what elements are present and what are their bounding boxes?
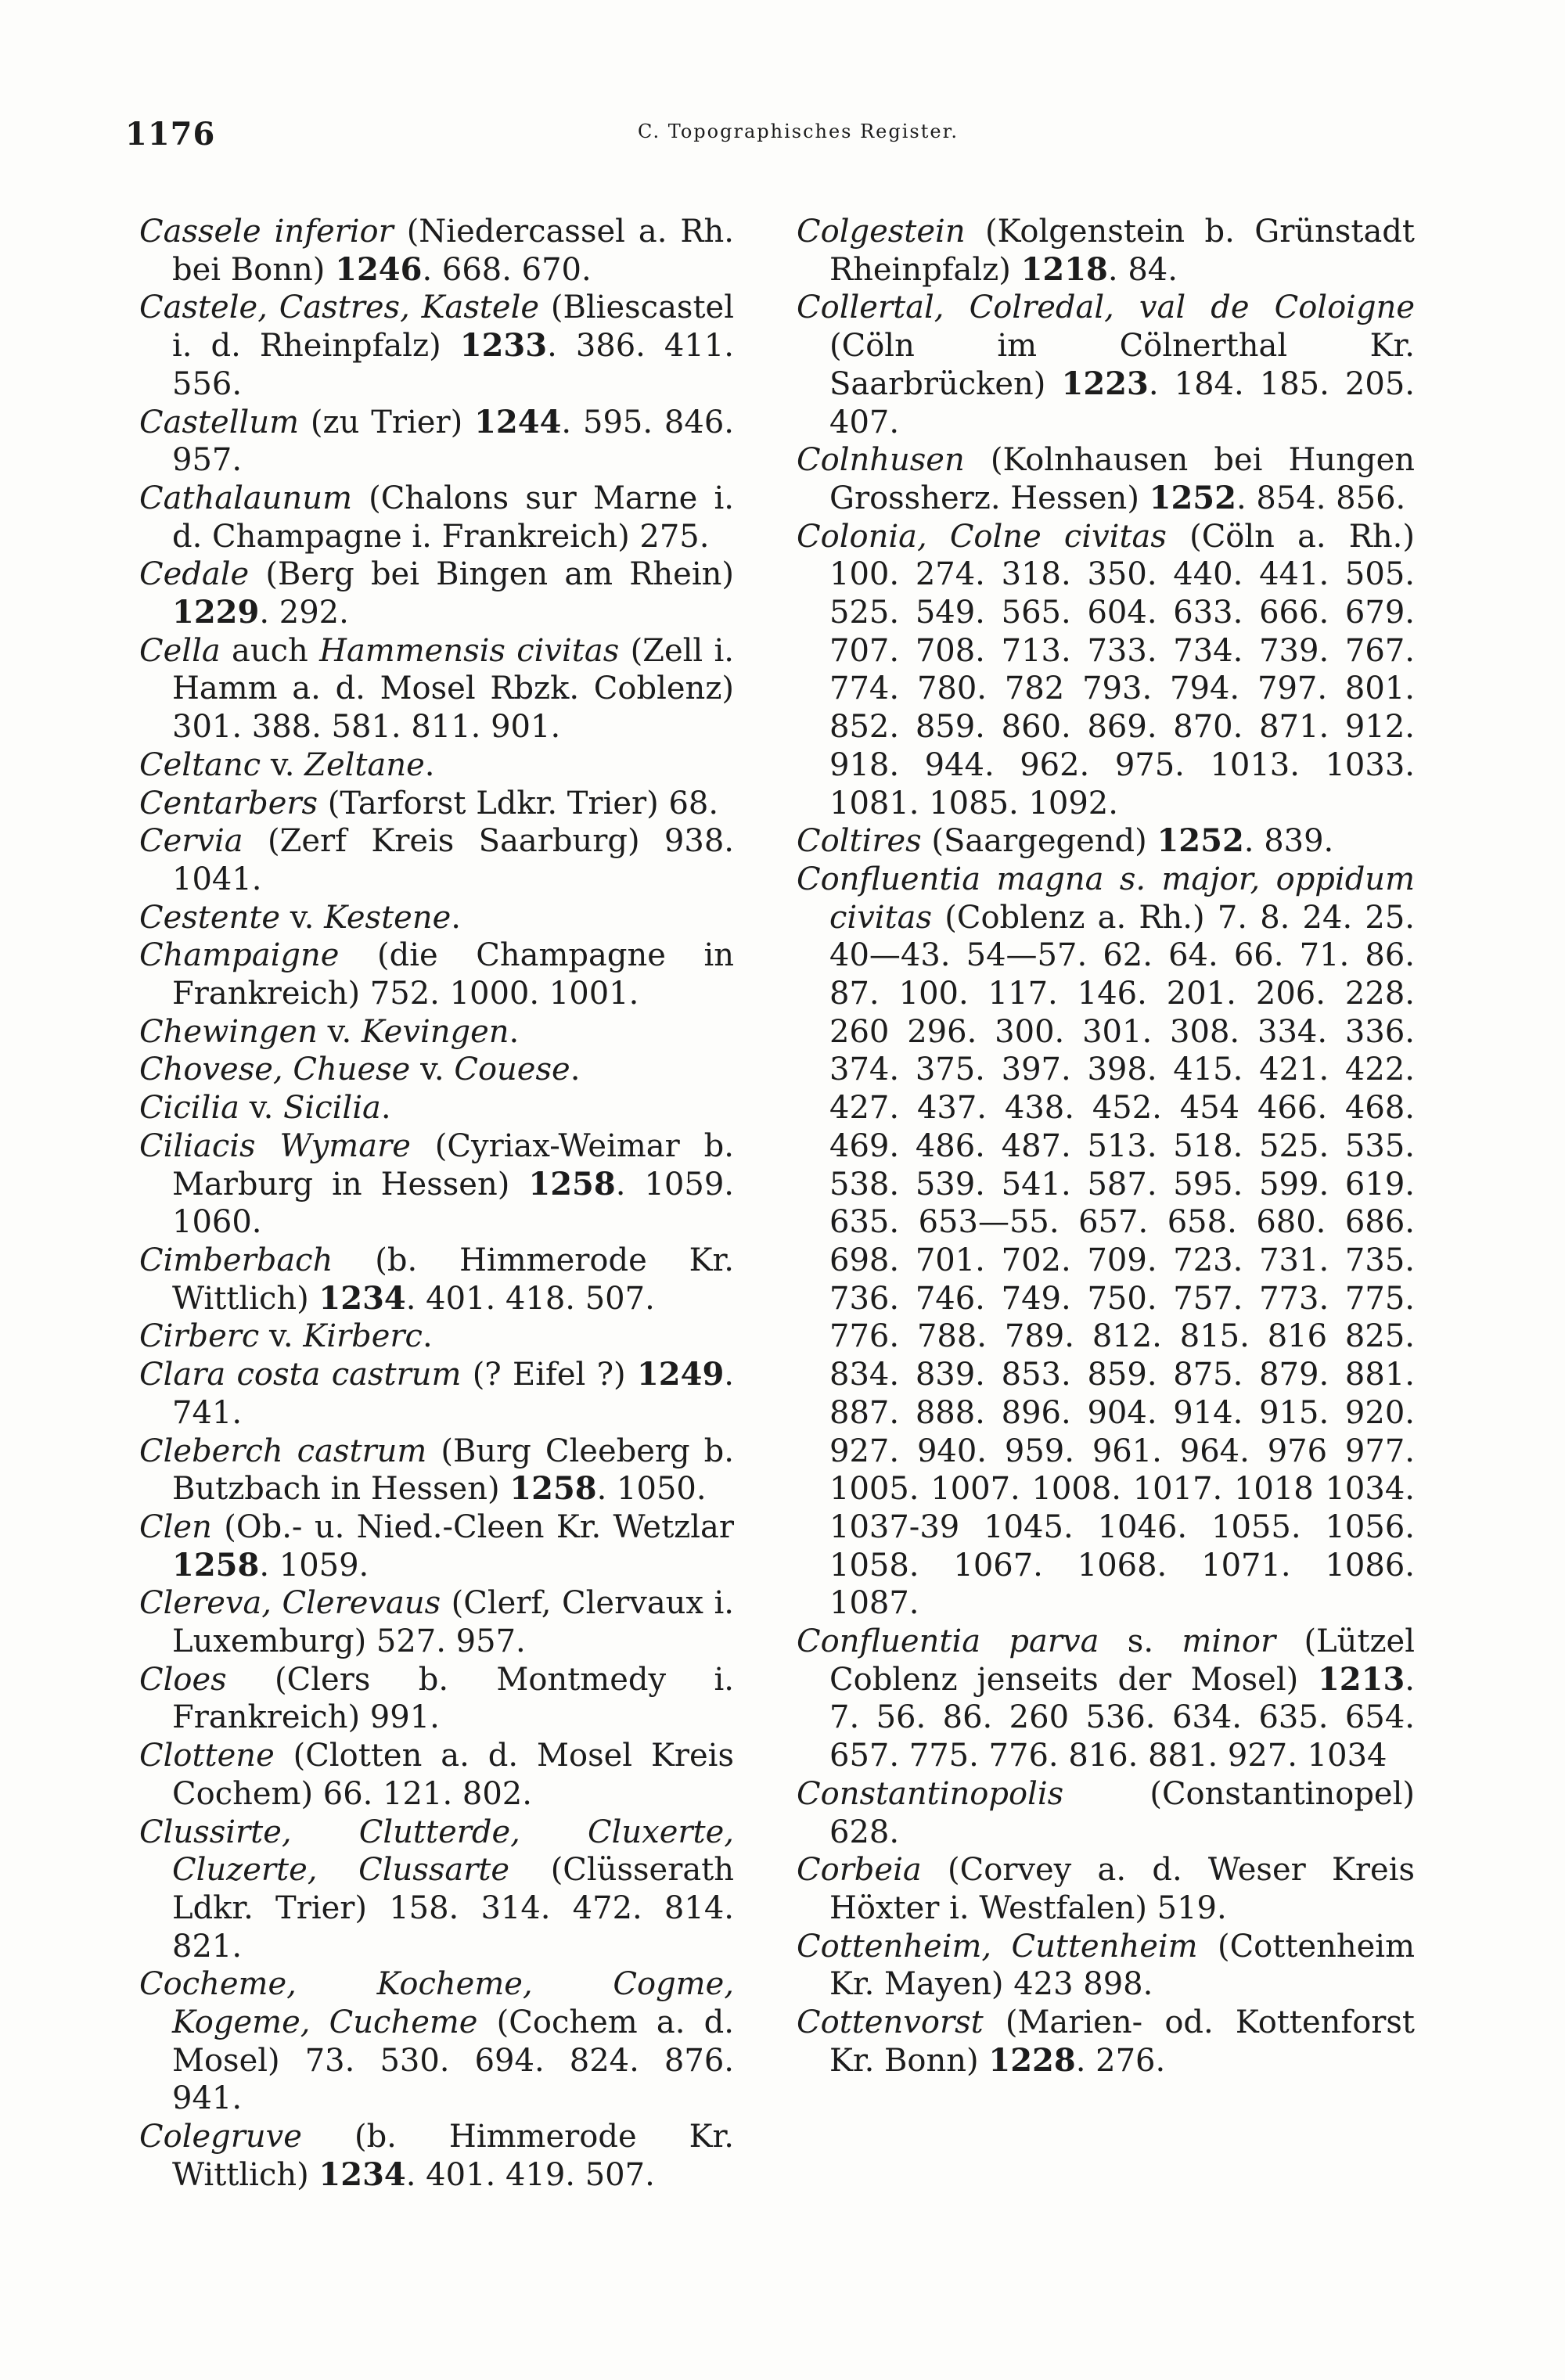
entry-pages: . 401. 419. 507.	[405, 2156, 655, 2193]
register-entry	[139, 1127, 734, 1242]
entry-description: (Berg bei Bingen am Rhein)	[249, 556, 734, 593]
entry-term: Cathalaunum	[139, 480, 352, 516]
entry-term: Clussirte, Clutterde, Cluxerte, Cluzerte, Clussarte	[139, 1814, 734, 1889]
entry-pages: . 276.	[1075, 2042, 1166, 2079]
entry-description: (Burg Cleeberg b. Butzbach in Hessen)	[172, 1433, 735, 1508]
entry-description: (Tarforst Ldkr. Trier) 68.	[318, 785, 719, 821]
entry-description: .	[570, 1052, 581, 1088]
register-entry	[797, 861, 1415, 1623]
entry-pages: . 7. 56. 86. 260 536. 634. 635. 654. 657. 775. 776. 816. 881. 927. 1034	[829, 1661, 1415, 1774]
entry-description: (Kolnhausen bei Hungen Grossherz. Hessen)	[829, 442, 1415, 516]
register-entry	[139, 555, 734, 631]
register-entry	[139, 480, 734, 555]
entry-term: Ciliacis Wymare	[139, 1127, 411, 1164]
register-entry	[139, 1242, 734, 1318]
entry-term: Castele, Castres, Kastele	[139, 289, 540, 326]
entry-term: Confluentia parva	[797, 1623, 1099, 1660]
entry-description: .	[424, 746, 435, 783]
entry-cross-reference: minor	[1182, 1623, 1276, 1660]
entry-description: (die Champagne in Frankreich) 752. 1000. 1001.	[172, 937, 734, 1012]
register-entry	[797, 441, 1415, 517]
entry-description: .	[380, 1090, 391, 1127]
entry-description: (Clers b. Montmedy i. Frankreich) 991.	[172, 1661, 734, 1736]
entry-pages: . 401. 418. 507.	[405, 1280, 655, 1317]
entry-year: 1258	[509, 1470, 597, 1508]
entry-term: Colgestein	[797, 214, 966, 250]
entry-pages: . 1059. 1060.	[172, 1166, 734, 1241]
entry-year: 1246	[335, 250, 423, 288]
register-entry	[797, 1775, 1415, 1851]
entry-cross-reference: Kirberc	[303, 1318, 423, 1355]
entry-description: (Coblenz a. Rh.) 7. 8. 24. 25. 40—43. 54—57. 62. 64. 66. 71. 86. 87. 100. 117. 146. 201. 206. 228. 260 296. 300. 301. 308. 334. 336. 374. 375. 397. 398. 415. 421. 422. 427. 437. 438. 452. 454 466. 468. 469. 486. 487. 513. 518. 525. 535. 538. 539. 541. 587. 595. 599. 619. 635. 653—55. 657. 658. 680. 686. 698. 701. 702. 709. 723. 731. 735. 736. 746. 749. 750. 757. 773. 775. 776. 788. 789. 812. 815. 816 825. 834. 839. 853. 859. 875. 879. 881. 887. 888. 896. 904. 914. 915. 920. 927. 940. 959. 961. 964. 976 977. 1005. 1007. 1008. 1017. 1018 1034. 1037-39 1045. 1046. 1055. 1056. 1058. 1067. 1068. 1071. 1086. 1087.	[829, 899, 1415, 1622]
entry-year: 1252	[1157, 822, 1244, 860]
entry-term: Collertal, Colredal, val de Coloigne	[797, 289, 1415, 326]
register-entry	[139, 1013, 734, 1052]
entry-description: (Clotten a. d. Mosel Kreis Cochem) 66. 121. 802.	[172, 1738, 734, 1812]
entry-year: 1234	[318, 2155, 406, 2193]
register-entry	[139, 213, 734, 289]
register-entry	[139, 1584, 734, 1660]
entry-term: Centarbers	[139, 785, 318, 821]
entry-pages: . 386. 411. 556.	[172, 328, 734, 402]
entry-pages: . 292.	[259, 595, 349, 631]
entry-term: Clara costa castrum	[139, 1357, 462, 1393]
entry-cross-reference: Zeltane	[304, 746, 425, 783]
entry-pages: . 1050.	[596, 1471, 707, 1508]
entry-description: .	[451, 899, 461, 936]
entry-term: Cimberbach	[139, 1242, 333, 1278]
register-entry	[139, 289, 734, 403]
register-entry	[797, 289, 1415, 441]
entry-pages: . 854. 856.	[1236, 480, 1406, 516]
entry-description: (Corvey a. d. Weser Kreis Höxter i. Westfalen) 519.	[829, 1852, 1415, 1926]
entry-term: Cassele inferior	[139, 214, 394, 250]
entry-year: 1233	[459, 327, 548, 365]
entry-description: (Saargegend)	[921, 823, 1157, 860]
entry-description: (Clüsserath Ldkr. Trier) 158. 314. 472. 814. 821.	[172, 1852, 734, 1965]
entry-description: (zu Trier)	[299, 404, 475, 440]
entry-year: 1213	[1317, 1660, 1405, 1698]
running-head: C. Topographisches Register.	[637, 120, 959, 142]
entry-term: Cella	[139, 632, 221, 669]
register-entry	[797, 1851, 1415, 1927]
entry-year: 1223	[1061, 365, 1149, 402]
register-entry	[797, 1623, 1415, 1775]
entry-term: Colonia, Colne civitas	[797, 518, 1167, 555]
register-entry	[139, 1508, 734, 1584]
entry-pages: . 184. 185. 205. 407.	[829, 365, 1415, 440]
entry-term: Champaigne	[139, 937, 340, 974]
entry-description: (Cochem a. d. Mosel) 73. 530. 694. 824. 876. 941.	[172, 2004, 734, 2117]
register-entry	[139, 1661, 734, 1737]
entry-description: v.	[261, 746, 305, 783]
register-entry	[139, 1089, 734, 1127]
entry-term: Cocheme, Kocheme, Cogme, Kogeme, Cucheme	[139, 1966, 734, 2041]
entry-pages: . 668. 670.	[422, 251, 592, 288]
entry-description: (b. Himmerode Kr. Wittlich)	[172, 2119, 734, 2193]
register-entry	[797, 822, 1415, 861]
entry-cross-reference: Couese	[454, 1052, 570, 1088]
entry-term: Colegruve	[139, 2119, 302, 2155]
entry-description: (Constantinopel) 628.	[829, 1775, 1415, 1850]
register-entry	[139, 1737, 734, 1813]
entry-description: (Cöln im Cölnerthal Kr. Saarbrücken)	[829, 328, 1415, 402]
entry-cross-reference: Kestene	[324, 899, 452, 936]
entry-term: Colnhusen	[797, 442, 965, 479]
entry-term: Cirberc	[139, 1318, 260, 1355]
entry-term: Coltires	[797, 823, 922, 860]
page-number: 1176	[125, 116, 216, 153]
entry-year: 1249	[636, 1356, 725, 1393]
entry-term: Cestente	[139, 899, 281, 936]
entry-description: (Cottenheim Kr. Mayen) 423 898.	[829, 1928, 1415, 2003]
register-entry	[797, 1928, 1415, 2004]
entry-term: Chewingen	[139, 1013, 318, 1050]
entry-description: (? Eifel ?)	[461, 1357, 637, 1393]
register-entry	[139, 404, 734, 480]
entry-description: (Chalons sur Marne i. d. Champagne i. Frankreich) 275.	[172, 480, 734, 555]
entry-term: Constantinopolis	[797, 1775, 1064, 1812]
register-entry	[139, 937, 734, 1012]
register-entry	[139, 2118, 734, 2194]
page-header	[125, 116, 1471, 155]
entry-pages: . 84.	[1107, 251, 1178, 288]
entry-pages: . 595. 846. 957.	[172, 404, 734, 479]
register-entry	[797, 2004, 1415, 2080]
register-entry	[139, 822, 734, 898]
entry-term: Cicilia	[139, 1090, 240, 1127]
register-entry	[797, 518, 1415, 823]
entry-term: Cedale	[139, 556, 250, 593]
entry-description: (Zerf Kreis Saarburg) 938. 1041.	[172, 823, 734, 897]
entry-description: (Bliescastel i. d. Rheinpfalz)	[172, 289, 734, 365]
entry-description: (Lützel Coblenz jenseits der Mosel)	[829, 1623, 1415, 1698]
entry-pages: . 839.	[1243, 823, 1334, 860]
entry-description: .	[509, 1013, 520, 1050]
register-entry	[139, 785, 734, 823]
entry-description: .	[422, 1318, 433, 1355]
entry-description: (Kolgenstein b. Grünstadt Rheinpfalz)	[829, 214, 1415, 288]
register-entry	[139, 746, 734, 785]
entry-term: Clottene	[139, 1738, 275, 1774]
entry-term: Castellum	[139, 404, 300, 440]
entry-term: Cervia	[139, 823, 243, 860]
entry-description: s.	[1099, 1623, 1182, 1660]
entry-description: v.	[280, 899, 325, 936]
entry-description: (Niedercassel a. Rh. bei Bonn)	[172, 214, 734, 288]
entry-description: (Clerf, Clervaux i. Luxemburg) 527. 957.	[172, 1585, 734, 1660]
entry-year: 1234	[318, 1279, 406, 1317]
entry-description: v.	[410, 1052, 455, 1088]
register-entry	[139, 1318, 734, 1356]
entry-term: Celtanc	[139, 746, 261, 783]
entry-year: 1228	[988, 2041, 1076, 2079]
entry-year: 1229	[172, 594, 260, 631]
entry-year: 1258	[172, 1546, 260, 1584]
register-entry	[797, 213, 1415, 289]
entry-description: (Marien- od. Kottenforst Kr. Bonn)	[829, 2004, 1415, 2079]
register-entry	[139, 632, 734, 746]
entry-description: v.	[239, 1090, 284, 1127]
register-entry	[139, 1051, 734, 1089]
entry-term: Chovese, Chuese	[139, 1052, 411, 1088]
register-entry	[139, 1356, 734, 1432]
entry-year: 1258	[528, 1165, 616, 1203]
entry-term: Clen	[139, 1508, 212, 1545]
register-entry	[139, 1814, 734, 1966]
entry-description: auch	[220, 632, 320, 669]
entry-year: 1252	[1149, 479, 1236, 516]
entry-term: Corbeia	[797, 1852, 922, 1889]
entry-year: 1244	[474, 403, 562, 440]
entry-description: (Cyriax-Weimar b. Marburg in Hessen)	[172, 1127, 734, 1203]
right-column	[797, 213, 1415, 2080]
entry-pages: . 1059.	[259, 1547, 369, 1584]
register-entry	[139, 1965, 734, 2118]
register-entry	[139, 1433, 734, 1508]
entry-term: Confluentia magna s. major, oppidum civitas	[797, 861, 1415, 936]
entry-term: Cleberch castrum	[139, 1433, 427, 1469]
entry-cross-reference: Sicilia	[283, 1090, 381, 1127]
entry-description: (b. Himmerode Kr. Wittlich)	[172, 1242, 734, 1317]
left-column	[139, 213, 734, 2195]
entry-term: Cottenvorst	[797, 2004, 984, 2041]
entry-term: Cloes	[139, 1661, 227, 1698]
entry-year: 1218	[1020, 250, 1108, 288]
entry-description: (Zell i. Hamm a. d. Mosel Rbzk. Coblenz) 301. 388. 581. 811. 901.	[172, 632, 735, 746]
entry-term: Clereva, Clerevaus	[139, 1585, 441, 1622]
entry-description: v.	[259, 1318, 304, 1355]
entry-term: Cottenheim, Cuttenheim	[797, 1928, 1198, 1965]
register-entry	[139, 899, 734, 937]
entry-description: (Cöln a. Rh.) 100. 274. 318. 350. 440. 441. 505. 525. 549. 565. 604. 633. 666. 679. 707. 708. 713. 733. 734. 739. 767. 774. 780. 782 793. 794. 797. 801. 852. 859. 860. 869. 870. 871. 912. 918. 944. 962. 975. 1013. 1033. 1081. 1085. 1092.	[829, 518, 1415, 821]
entry-cross-reference: Kevingen	[361, 1013, 509, 1050]
entry-cross-reference: Hammensis civitas	[319, 632, 620, 669]
entry-pages: . 741.	[172, 1357, 734, 1431]
entry-description: v.	[317, 1013, 362, 1050]
entry-description: (Ob.- u. Nied.-Cleen Kr. Wetzlar	[211, 1508, 734, 1545]
